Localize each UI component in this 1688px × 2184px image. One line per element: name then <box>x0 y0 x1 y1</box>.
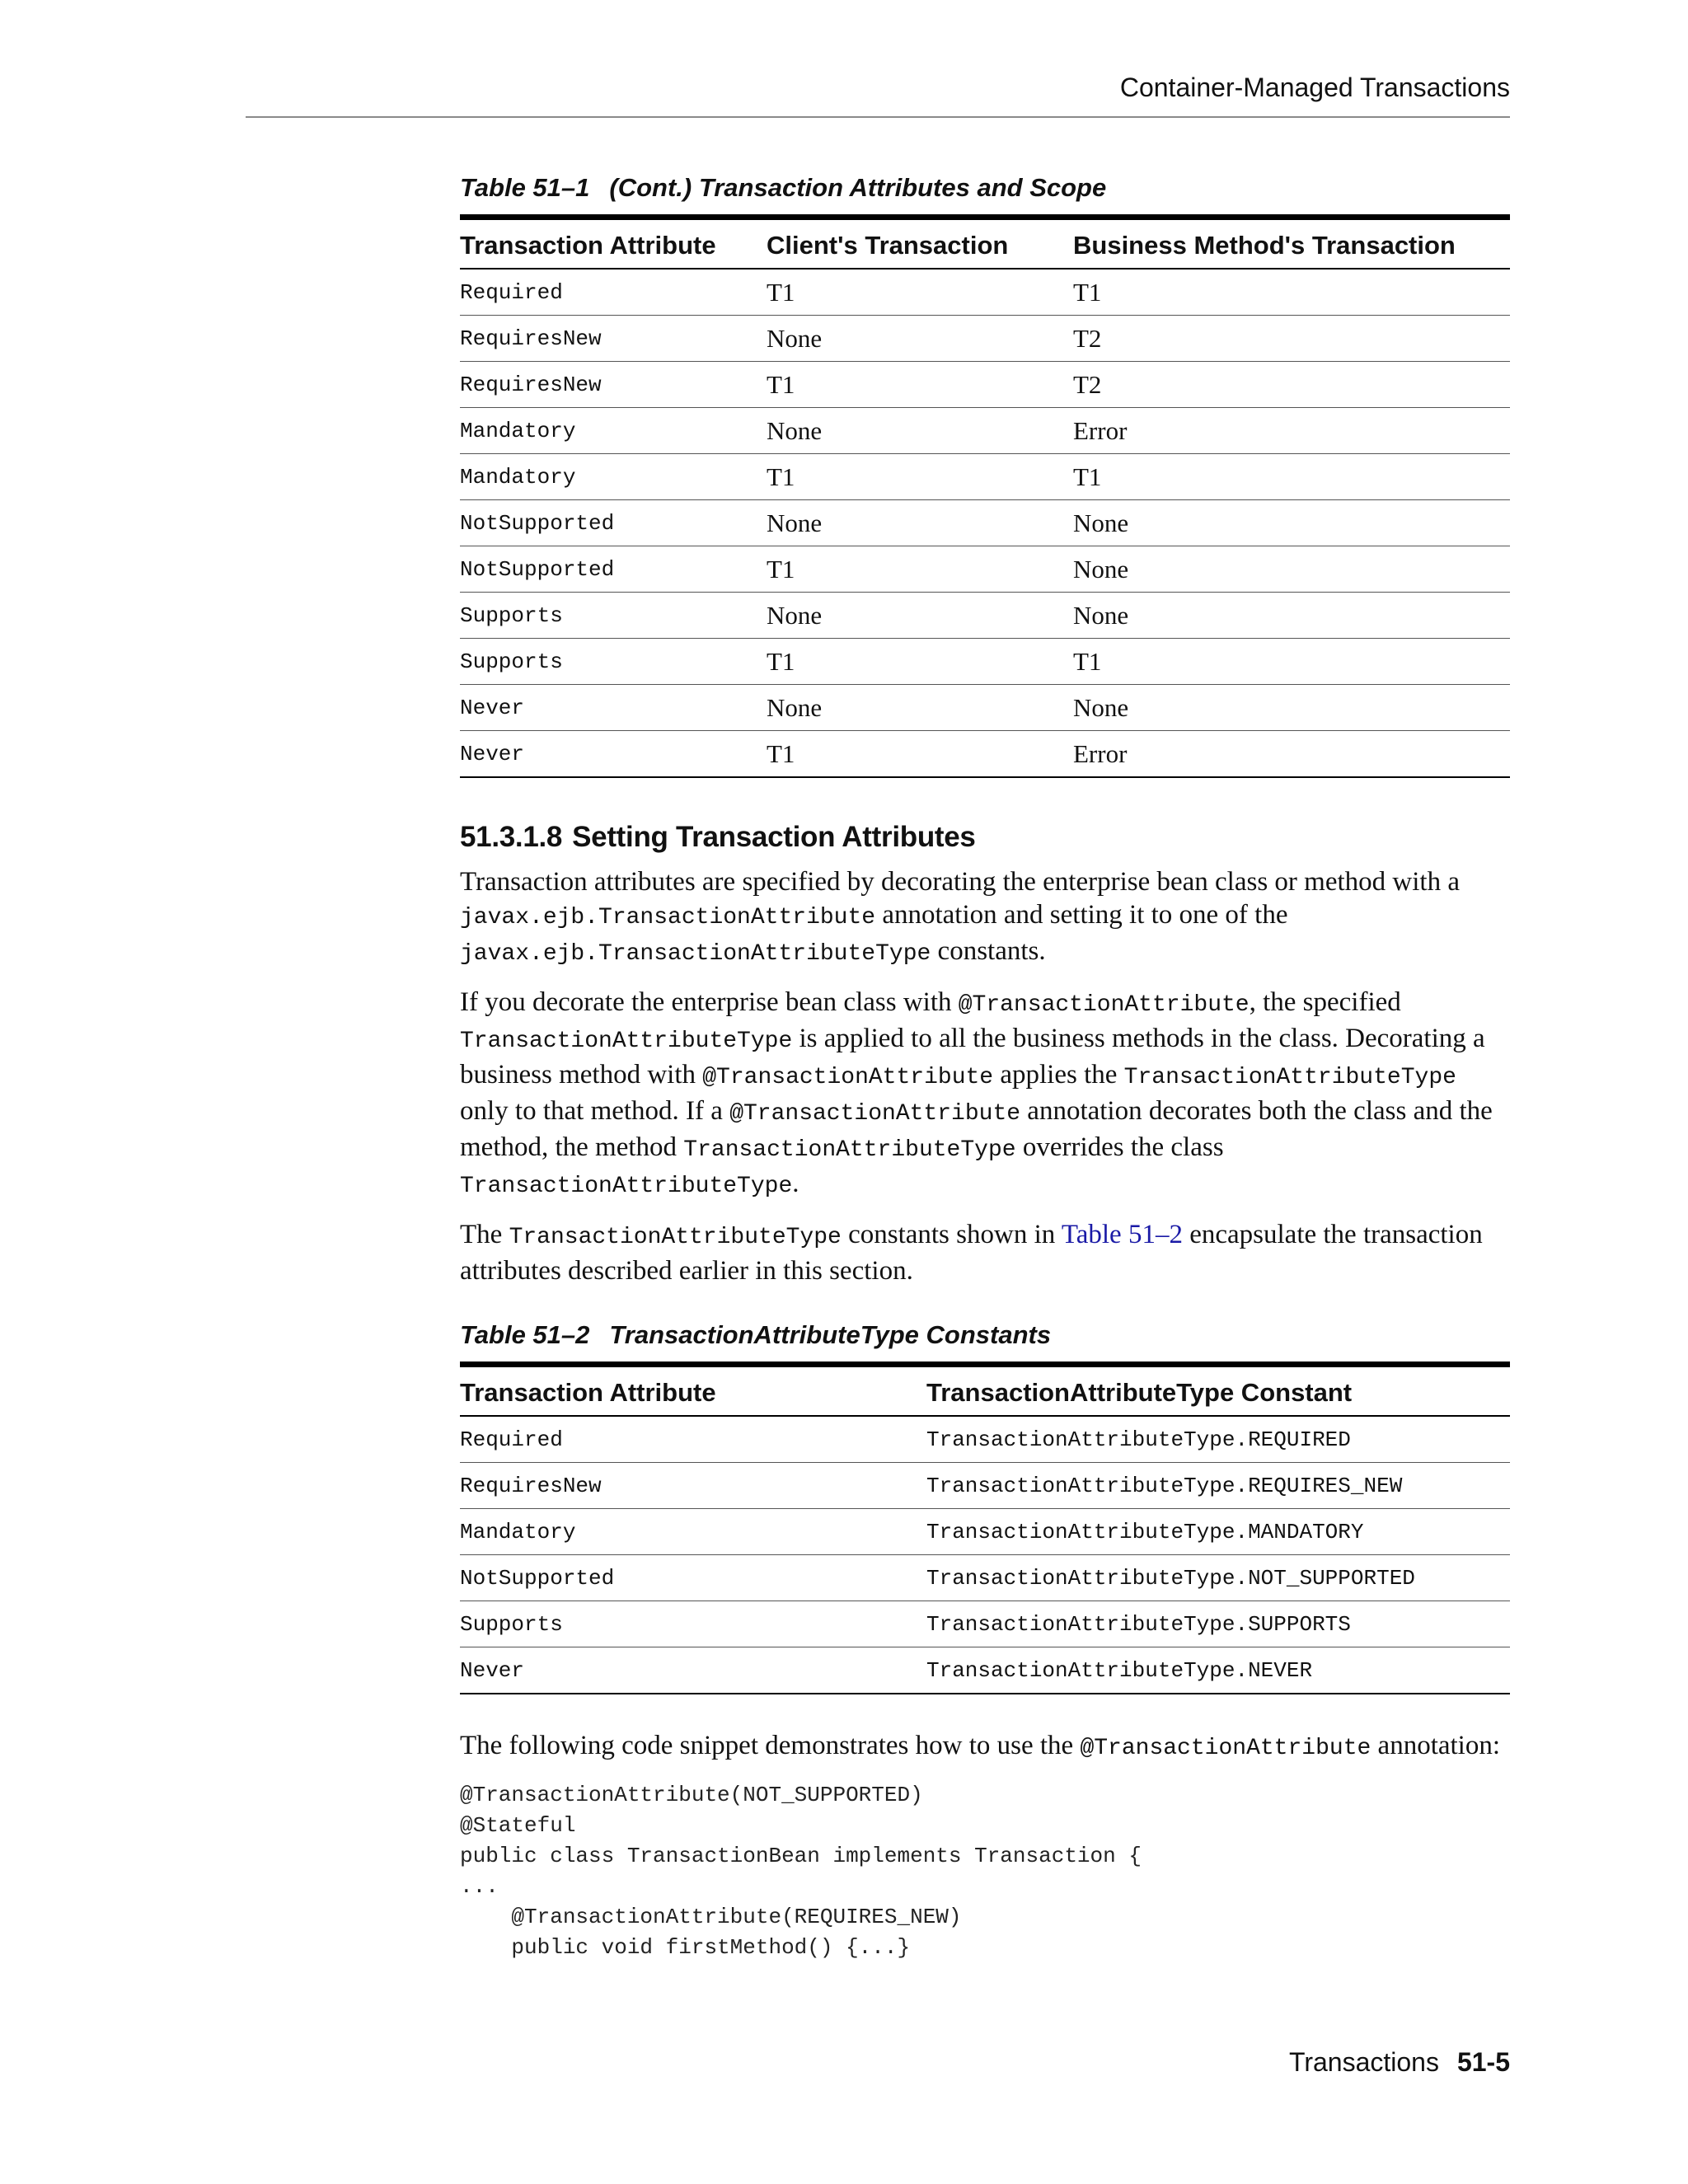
business-transaction-cell: T1 <box>1073 454 1510 500</box>
inline-code: TransactionAttributeType <box>460 1029 793 1054</box>
table1-body <box>460 269 1510 777</box>
table-row <box>460 1555 1510 1601</box>
constant-cell: TransactionAttributeType.NEVER <box>926 1647 1510 1694</box>
footer-chapter: Transactions <box>1288 2047 1439 2077</box>
attribute-cell: Mandatory <box>460 408 767 454</box>
code-line: public void firstMethod() {...} <box>460 1935 911 1960</box>
client-transaction-cell: T1 <box>767 362 1073 408</box>
paragraph-2: If you decorate the enterprise bean class with @TransactionAttribute, the specified TransactionAttributeType is applied to all the business methods in the class. Decorating a business method with @TransactionAttribute applies the TransactionAttributeType only to that method. If a @TransactionAttribute annotation decorates both the class and the method, the method TransactionAttributeType overrides the class TransactionAttributeType. <box>460 987 1493 1199</box>
page-number: 51-5 <box>1456 2047 1510 2077</box>
table1-header-cell: Transaction Attribute <box>460 218 767 269</box>
table-row <box>460 269 1510 316</box>
attribute-cell: Mandatory <box>460 454 767 500</box>
client-transaction-cell: T1 <box>767 269 1073 316</box>
attribute-cell: Never <box>460 731 767 778</box>
attribute-cell: Supports <box>460 1601 926 1647</box>
inline-code: @TransactionAttribute <box>702 1065 994 1090</box>
attribute-cell: Mandatory <box>460 1509 926 1555</box>
attribute-cell: Supports <box>460 593 767 639</box>
table-row <box>460 500 1510 546</box>
table2-number: Table 51–2 <box>460 1320 590 1349</box>
client-transaction-cell: T1 <box>767 454 1073 500</box>
client-transaction-cell: T1 <box>767 731 1073 778</box>
inline-code: @TransactionAttribute <box>958 992 1250 1018</box>
table-51-2-link[interactable]: Table 51–2 <box>1061 1220 1183 1249</box>
code-line: public class TransactionBean implements Transaction { <box>460 1844 1142 1868</box>
attribute-cell: NotSupported <box>460 546 767 593</box>
table1-header-cell: Business Method's Transaction <box>1073 218 1510 269</box>
table-row <box>460 1416 1510 1463</box>
table-row <box>460 1601 1510 1647</box>
attribute-cell: NotSupported <box>460 1555 926 1601</box>
inline-code: TransactionAttributeType <box>683 1137 1016 1163</box>
inline-code: TransactionAttributeType <box>509 1225 842 1250</box>
table2-body <box>460 1416 1510 1694</box>
inline-code: javax.ejb.TransactionAttribute <box>460 905 876 930</box>
table-row <box>460 408 1510 454</box>
business-transaction-cell: T1 <box>1073 639 1510 685</box>
constant-cell: TransactionAttributeType.MANDATORY <box>926 1509 1510 1555</box>
table-row <box>460 731 1510 778</box>
attribute-cell: RequiresNew <box>460 316 767 362</box>
table1-caption <box>460 173 1510 203</box>
table-row <box>460 593 1510 639</box>
business-transaction-cell: None <box>1073 593 1510 639</box>
code-line: @Stateful <box>460 1813 576 1838</box>
client-transaction-cell: None <box>767 685 1073 731</box>
client-transaction-cell: None <box>767 500 1073 546</box>
business-transaction-cell: None <box>1073 685 1510 731</box>
attribute-cell: Required <box>460 1416 926 1463</box>
table2-title: TransactionAttributeType Constants <box>609 1320 1052 1349</box>
attribute-cell: Never <box>460 685 767 731</box>
section-number: 51.3.1.8 <box>460 821 563 853</box>
business-transaction-cell: T2 <box>1073 362 1510 408</box>
table2-caption <box>460 1320 1510 1350</box>
running-footer <box>1289 2047 1510 2078</box>
constant-cell: TransactionAttributeType.REQUIRES_NEW <box>926 1463 1510 1509</box>
table1-header-row <box>460 218 1510 269</box>
table-row <box>460 454 1510 500</box>
table-row <box>460 362 1510 408</box>
attribute-cell: Required <box>460 269 767 316</box>
paragraph-4: The following code snippet demonstrates how to use the @TransactionAttribute annotation: <box>460 1731 1501 1761</box>
attribute-cell: NotSupported <box>460 500 767 546</box>
table-row <box>460 316 1510 362</box>
business-transaction-cell: Error <box>1073 408 1510 454</box>
business-transaction-cell: T1 <box>1073 269 1510 316</box>
code-line: ... <box>460 1874 499 1899</box>
code-snippet <box>460 1780 1510 1963</box>
inline-code: @TransactionAttribute <box>1080 1736 1372 1761</box>
table2-header-cell: TransactionAttributeType Constant <box>926 1365 1510 1417</box>
transaction-scope-table <box>460 214 1510 778</box>
business-transaction-cell: None <box>1073 546 1510 593</box>
inline-code: javax.ejb.TransactionAttributeType <box>460 941 931 967</box>
table-row <box>460 1509 1510 1555</box>
table-row <box>460 639 1510 685</box>
section-heading <box>460 821 1510 854</box>
inline-code: @TransactionAttribute <box>729 1101 1021 1127</box>
business-transaction-cell: Error <box>1073 731 1510 778</box>
section-title: Setting Transaction Attributes <box>572 821 976 853</box>
page-content <box>460 173 1510 1963</box>
client-transaction-cell: None <box>767 408 1073 454</box>
running-header: Container-Managed Transactions <box>246 73 1510 118</box>
table2-header-cell: Transaction Attribute <box>460 1365 926 1417</box>
client-transaction-cell: T1 <box>767 546 1073 593</box>
attribute-cell: Supports <box>460 639 767 685</box>
table-row <box>460 1463 1510 1509</box>
attribute-type-constants-table <box>460 1361 1510 1694</box>
table1-title: (Cont.) Transaction Attributes and Scope <box>609 173 1107 202</box>
table1-header-cell: Client's Transaction <box>767 218 1073 269</box>
attribute-cell: RequiresNew <box>460 1463 926 1509</box>
constant-cell: TransactionAttributeType.SUPPORTS <box>926 1601 1510 1647</box>
table-row <box>460 1647 1510 1694</box>
code-line: @TransactionAttribute(NOT_SUPPORTED) <box>460 1783 923 1807</box>
constant-cell: TransactionAttributeType.NOT_SUPPORTED <box>926 1555 1510 1601</box>
business-transaction-cell: T2 <box>1073 316 1510 362</box>
table1-number: Table 51–1 <box>460 173 590 202</box>
constant-cell: TransactionAttributeType.REQUIRED <box>926 1416 1510 1463</box>
table-row <box>460 685 1510 731</box>
paragraph-3: The TransactionAttributeType constants shown in Table 51–2 encapsulate the transaction attributes described earlier in this section. <box>460 1220 1483 1286</box>
business-transaction-cell: None <box>1073 500 1510 546</box>
paragraph-1: Transaction attributes are specified by decorating the enterprise bean class or method with a javax.ejb.TransactionAttribute annotation and setting it to one of the javax.ejb.TransactionAttributeType constants. <box>460 867 1460 967</box>
client-transaction-cell: T1 <box>767 639 1073 685</box>
attribute-cell: Never <box>460 1647 926 1694</box>
inline-code: TransactionAttributeType <box>460 1174 793 1199</box>
attribute-cell: RequiresNew <box>460 362 767 408</box>
table-row <box>460 546 1510 593</box>
table2-header-row <box>460 1365 1510 1417</box>
client-transaction-cell: None <box>767 593 1073 639</box>
inline-code: TransactionAttributeType <box>1123 1065 1456 1090</box>
code-line: @TransactionAttribute(REQUIRES_NEW) <box>460 1905 962 1929</box>
client-transaction-cell: None <box>767 316 1073 362</box>
